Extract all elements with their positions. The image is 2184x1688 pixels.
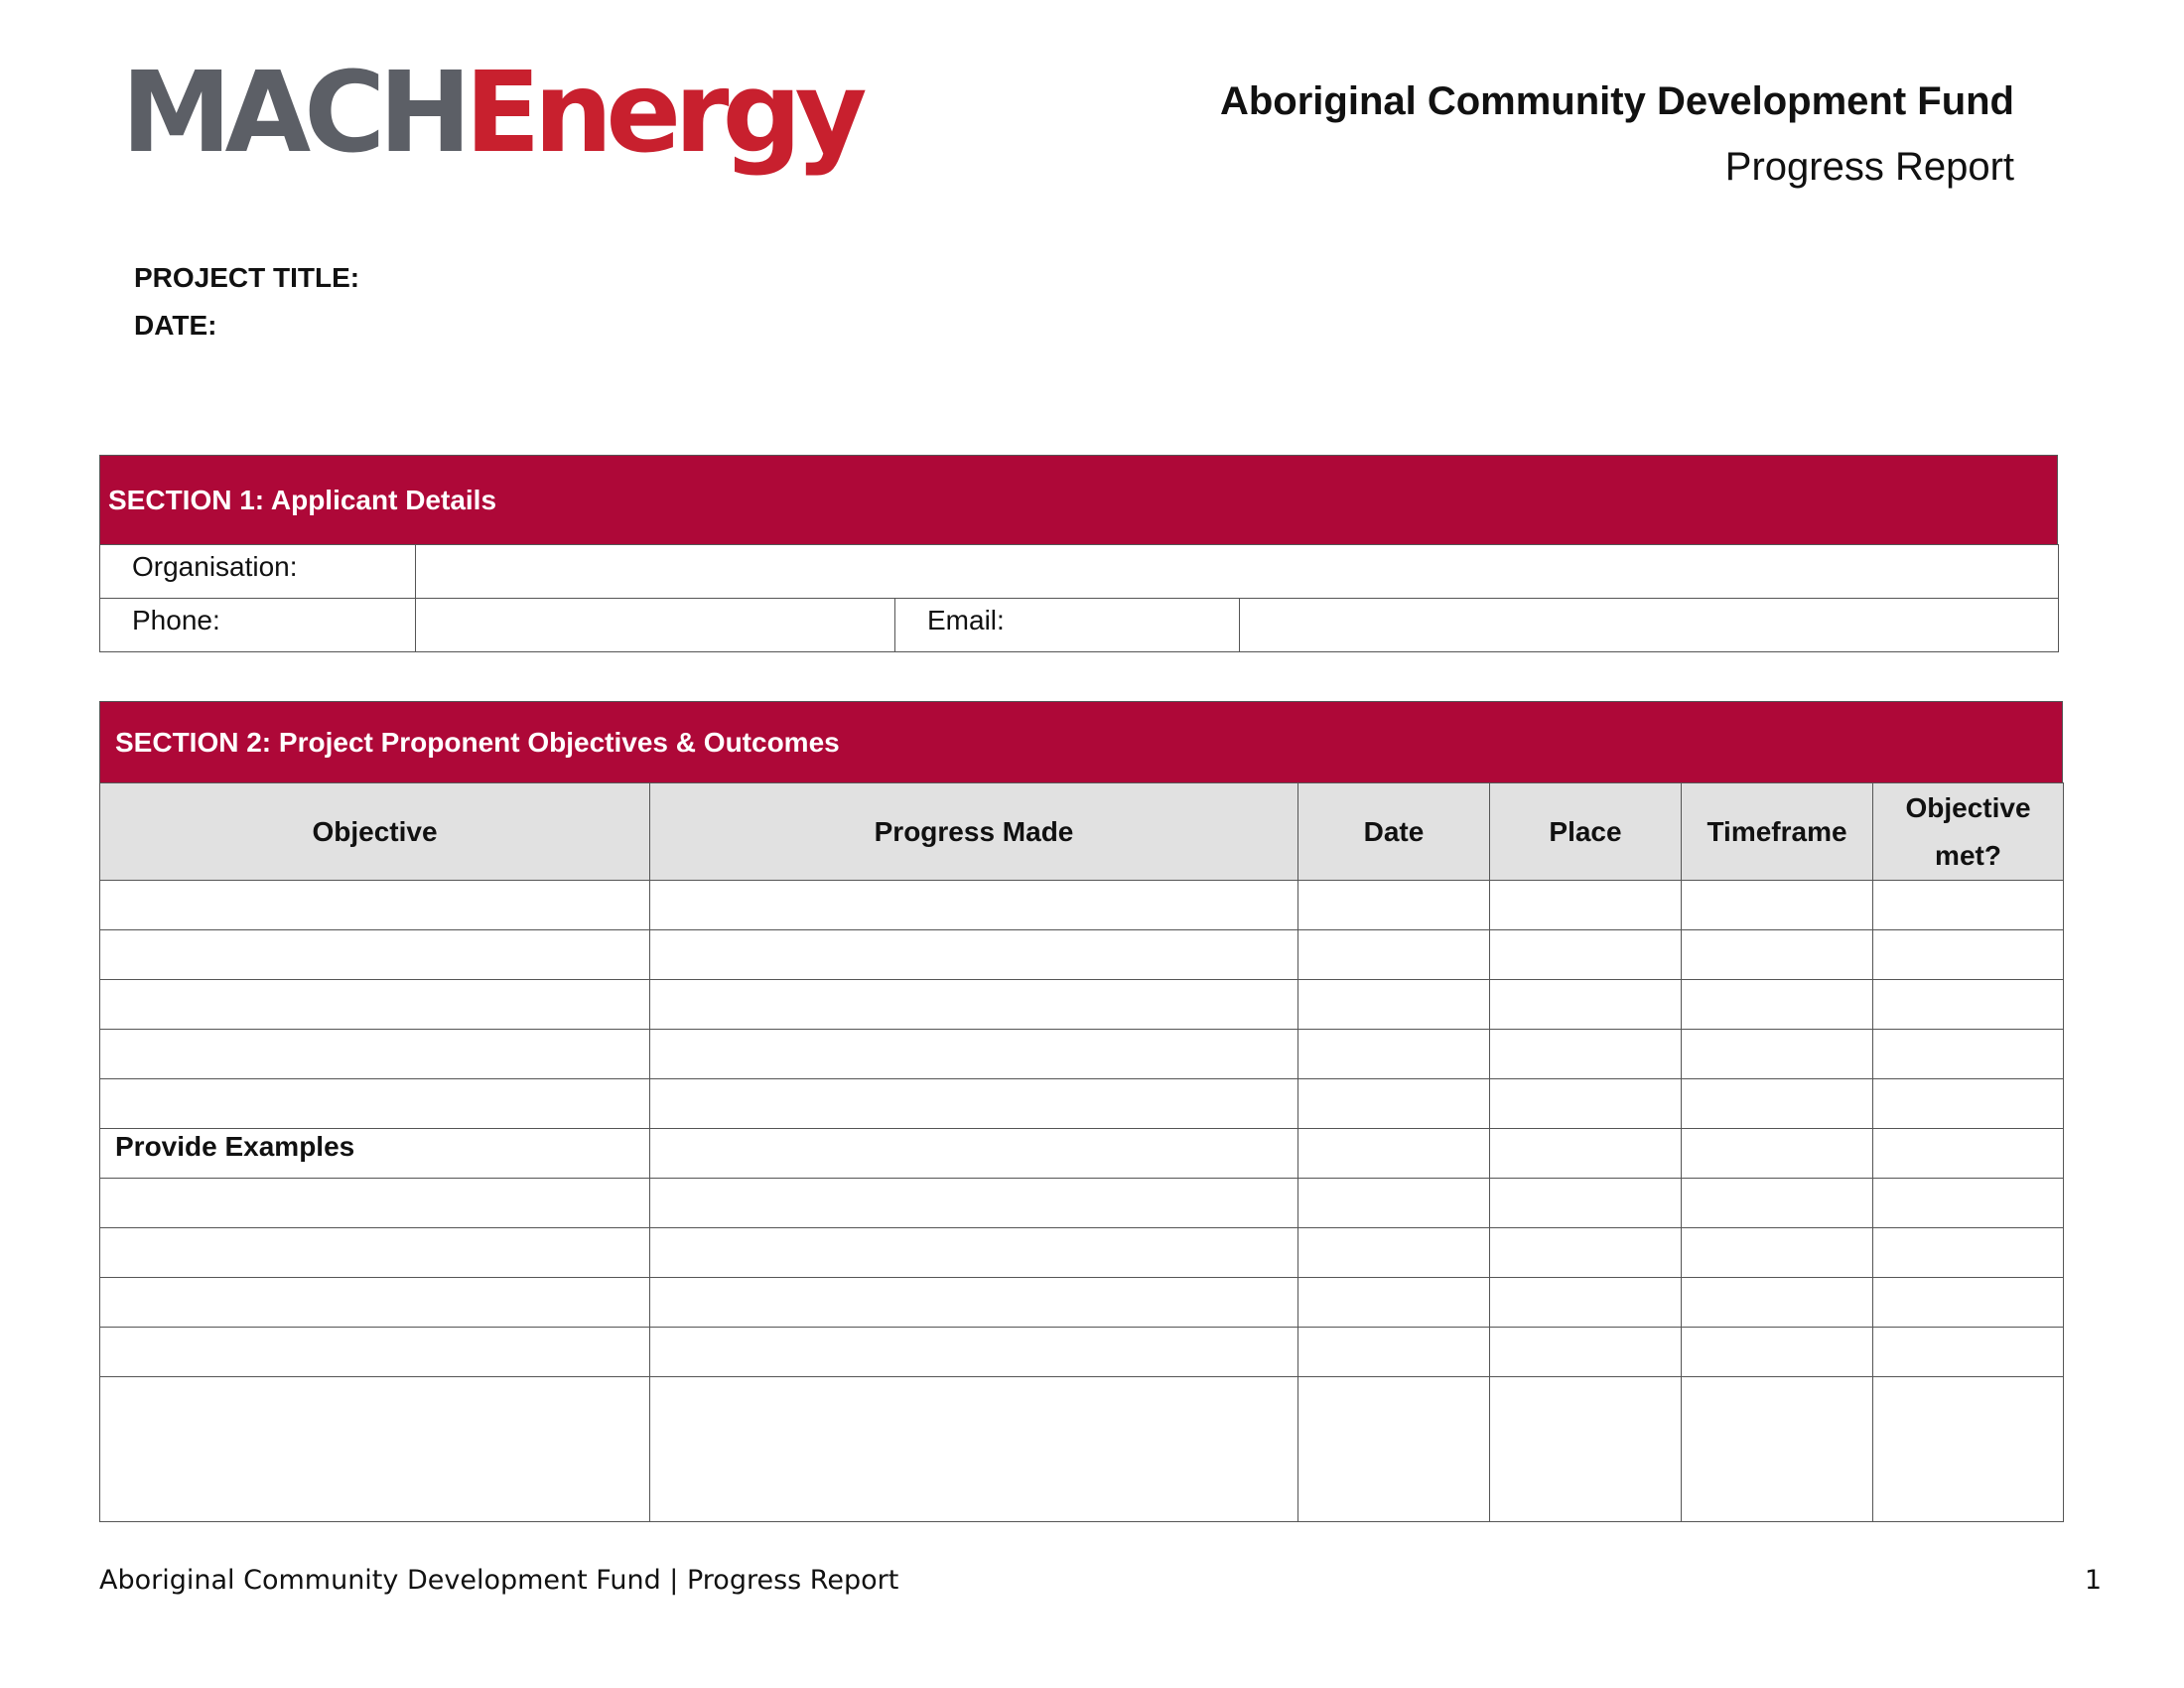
timeframe-cell[interactable]	[1682, 1278, 1873, 1328]
objective-met-cell[interactable]	[1873, 930, 2064, 980]
document-subtitle: Progress Report	[1724, 145, 2014, 189]
phone-field[interactable]	[416, 599, 895, 652]
organisation-field[interactable]	[416, 545, 2059, 599]
place-cell[interactable]	[1490, 1030, 1682, 1079]
mach-energy-logo	[121, 49, 861, 178]
objective-met-cell[interactable]	[1873, 1328, 2064, 1377]
applicant-details-table	[99, 544, 2059, 652]
date-cell[interactable]	[1298, 1328, 1490, 1377]
place-cell[interactable]	[1490, 930, 1682, 980]
objective-cell[interactable]	[100, 881, 650, 930]
column-header-date: Date	[1298, 783, 1490, 881]
table-row	[100, 1179, 2064, 1228]
place-cell[interactable]	[1490, 1278, 1682, 1328]
progress-cell[interactable]	[650, 1129, 1298, 1179]
objective-met-cell[interactable]	[1873, 881, 2064, 930]
place-cell[interactable]	[1490, 1129, 1682, 1179]
date-cell[interactable]	[1298, 1179, 1490, 1228]
table-row	[100, 881, 2064, 930]
date-cell[interactable]	[1298, 980, 1490, 1030]
column-header-progress-made: Progress Made	[650, 783, 1298, 881]
objective-cell[interactable]	[100, 1179, 650, 1228]
objective-cell[interactable]	[100, 980, 650, 1030]
objective-met-cell[interactable]	[1873, 1079, 2064, 1129]
timeframe-cell[interactable]	[1682, 1377, 1873, 1522]
progress-cell[interactable]	[650, 1377, 1298, 1522]
timeframe-cell[interactable]	[1682, 1228, 1873, 1278]
table-row	[100, 1228, 2064, 1278]
timeframe-cell[interactable]	[1682, 930, 1873, 980]
objective-met-cell[interactable]	[1873, 1377, 2064, 1522]
timeframe-cell[interactable]	[1682, 1079, 1873, 1129]
phone-label: Phone:	[100, 599, 416, 652]
place-cell[interactable]	[1490, 1328, 1682, 1377]
section-applicant-details	[99, 455, 2058, 652]
column-header-place: Place	[1490, 783, 1682, 881]
objective-cell[interactable]	[100, 1228, 650, 1278]
objective-met-cell[interactable]	[1873, 1030, 2064, 1079]
date-cell[interactable]	[1298, 930, 1490, 980]
email-label: Email:	[895, 599, 1240, 652]
table-row	[100, 1030, 2064, 1079]
objective-met-cell[interactable]	[1873, 1228, 2064, 1278]
objective-cell[interactable]	[100, 1079, 650, 1129]
objective-cell[interactable]	[100, 1377, 650, 1522]
footer-text: Aboriginal Community Development Fund | Progress Report	[99, 1565, 899, 1596]
date-cell[interactable]	[1298, 881, 1490, 930]
progress-cell[interactable]	[650, 930, 1298, 980]
progress-cell[interactable]	[650, 1179, 1298, 1228]
progress-cell[interactable]	[650, 1278, 1298, 1328]
timeframe-cell[interactable]	[1682, 1030, 1873, 1079]
progress-cell[interactable]	[650, 980, 1298, 1030]
logo-mach-text: MACH	[121, 49, 466, 178]
table-row	[100, 930, 2064, 980]
date-cell[interactable]	[1298, 1030, 1490, 1079]
logo-energy-text: Energy	[465, 49, 861, 178]
date-cell[interactable]	[1298, 1079, 1490, 1129]
objective-met-cell[interactable]	[1873, 1179, 2064, 1228]
timeframe-cell[interactable]	[1682, 881, 1873, 930]
timeframe-cell[interactable]	[1682, 980, 1873, 1030]
objective-cell[interactable]	[100, 1328, 650, 1377]
objective-met-cell[interactable]	[1873, 980, 2064, 1030]
objective-met-cell[interactable]	[1873, 1129, 2064, 1179]
date-cell[interactable]	[1298, 1129, 1490, 1179]
table-row	[100, 1079, 2064, 1129]
organisation-row	[100, 545, 2059, 599]
provide-examples-row	[100, 1129, 2064, 1179]
organisation-label: Organisation:	[100, 545, 416, 599]
column-header-timeframe: Timeframe	[1682, 783, 1873, 881]
progress-cell[interactable]	[650, 1030, 1298, 1079]
objective-cell[interactable]	[100, 930, 650, 980]
timeframe-cell[interactable]	[1682, 1328, 1873, 1377]
section-objectives-outcomes	[99, 701, 2063, 1522]
place-cell[interactable]	[1490, 1377, 1682, 1522]
progress-cell[interactable]	[650, 1079, 1298, 1129]
place-cell[interactable]	[1490, 980, 1682, 1030]
place-cell[interactable]	[1490, 881, 1682, 930]
contact-row	[100, 599, 2059, 652]
table-row	[100, 1377, 2064, 1522]
objective-met-cell[interactable]	[1873, 1278, 2064, 1328]
objectives-table	[99, 782, 2064, 1522]
place-cell[interactable]	[1490, 1228, 1682, 1278]
column-header-objective-met: Objective met?	[1873, 783, 2064, 881]
project-title-label: PROJECT TITLE:	[134, 262, 360, 293]
timeframe-cell[interactable]	[1682, 1179, 1873, 1228]
date-cell[interactable]	[1298, 1278, 1490, 1328]
date-cell[interactable]	[1298, 1377, 1490, 1522]
place-cell[interactable]	[1490, 1079, 1682, 1129]
progress-cell[interactable]	[650, 1328, 1298, 1377]
email-field[interactable]	[1240, 599, 2059, 652]
page-number: 1	[2084, 1565, 2102, 1596]
provide-examples-label: Provide Examples	[100, 1129, 650, 1179]
date-cell[interactable]	[1298, 1228, 1490, 1278]
document-title: Aboriginal Community Development Fund	[1219, 79, 2014, 123]
place-cell[interactable]	[1490, 1179, 1682, 1228]
section-2-header: SECTION 2: Project Proponent Objectives & Outcomes	[99, 701, 2063, 782]
timeframe-cell[interactable]	[1682, 1129, 1873, 1179]
table-row	[100, 1328, 2064, 1377]
progress-cell[interactable]	[650, 1228, 1298, 1278]
progress-cell[interactable]	[650, 881, 1298, 930]
column-header-objective: Objective	[100, 783, 650, 881]
table-row	[100, 1278, 2064, 1328]
objective-cell[interactable]	[100, 1030, 650, 1079]
column-header-row	[100, 783, 2064, 881]
date-label: DATE:	[134, 310, 217, 341]
objective-cell[interactable]	[100, 1278, 650, 1328]
table-row	[100, 980, 2064, 1030]
section-1-header: SECTION 1: Applicant Details	[99, 455, 2058, 544]
